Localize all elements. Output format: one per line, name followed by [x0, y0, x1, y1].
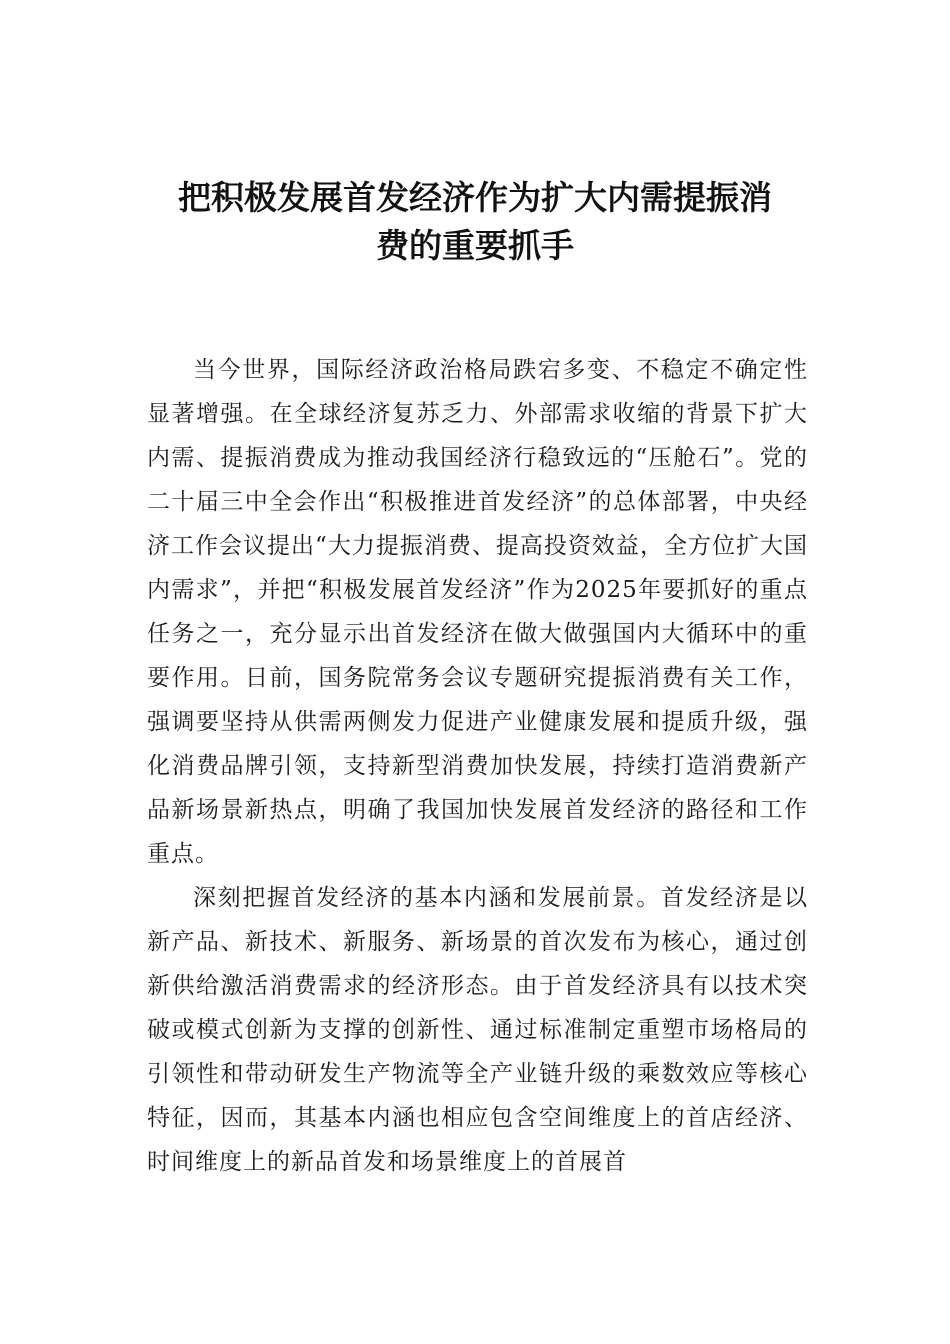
- document-title-line-2: 费的重要抓手: [376, 226, 574, 265]
- document-title-line-1: 把积极发展首发经济作为扩大内需提振消: [178, 178, 772, 217]
- paragraph-1: 当今世界，国际经济政治格局跌宕多变、不稳定不确定性显著增强。在全球经济复苏乏力、外部需求收缩的背景下扩大内需、提振消费成为推动我国经济行稳致远的“压舱石”。党的二十届三中全会作出“积极推进首发经济”的总体部署，中央经济工作会议提出“大力提振消费、提高投资效益，全方位扩大国内需求”，并把“积极发展首发经济”作为2025年要抓好的重点任务之一，充分显示出首发经济在做大做强国内大循环中的重要作用。日前，国务院常务会议专题研究提振消费有关工作，强调要坚持从供需两侧发力促进产业健康发展和提质升级，强化消费品牌引领，支持新型消费加快发展，持续打造消费新产品新场景新热点，明确了我国加快发展首发经济的路径和工作重点。: [147, 357, 808, 867]
- paragraph-2: 深刻把握首发经济的基本内涵和发展前景。首发经济是以新产品、新技术、新服务、新场景的首次发布为核心，通过创新供给激活消费需求的经济形态。由于首发经济具有以技术突破或模式创新为支撑的创新性、通过标准制定重塑市场格局的引领性和带动研发生产物流等全产业链升级的乘数效应等核心特征，因而，其基本内涵也相应包含空间维度上的首店经济、时间维度上的新品首发和场景维度上的首展首: [147, 885, 808, 1175]
- document-body: [147, 348, 808, 1184]
